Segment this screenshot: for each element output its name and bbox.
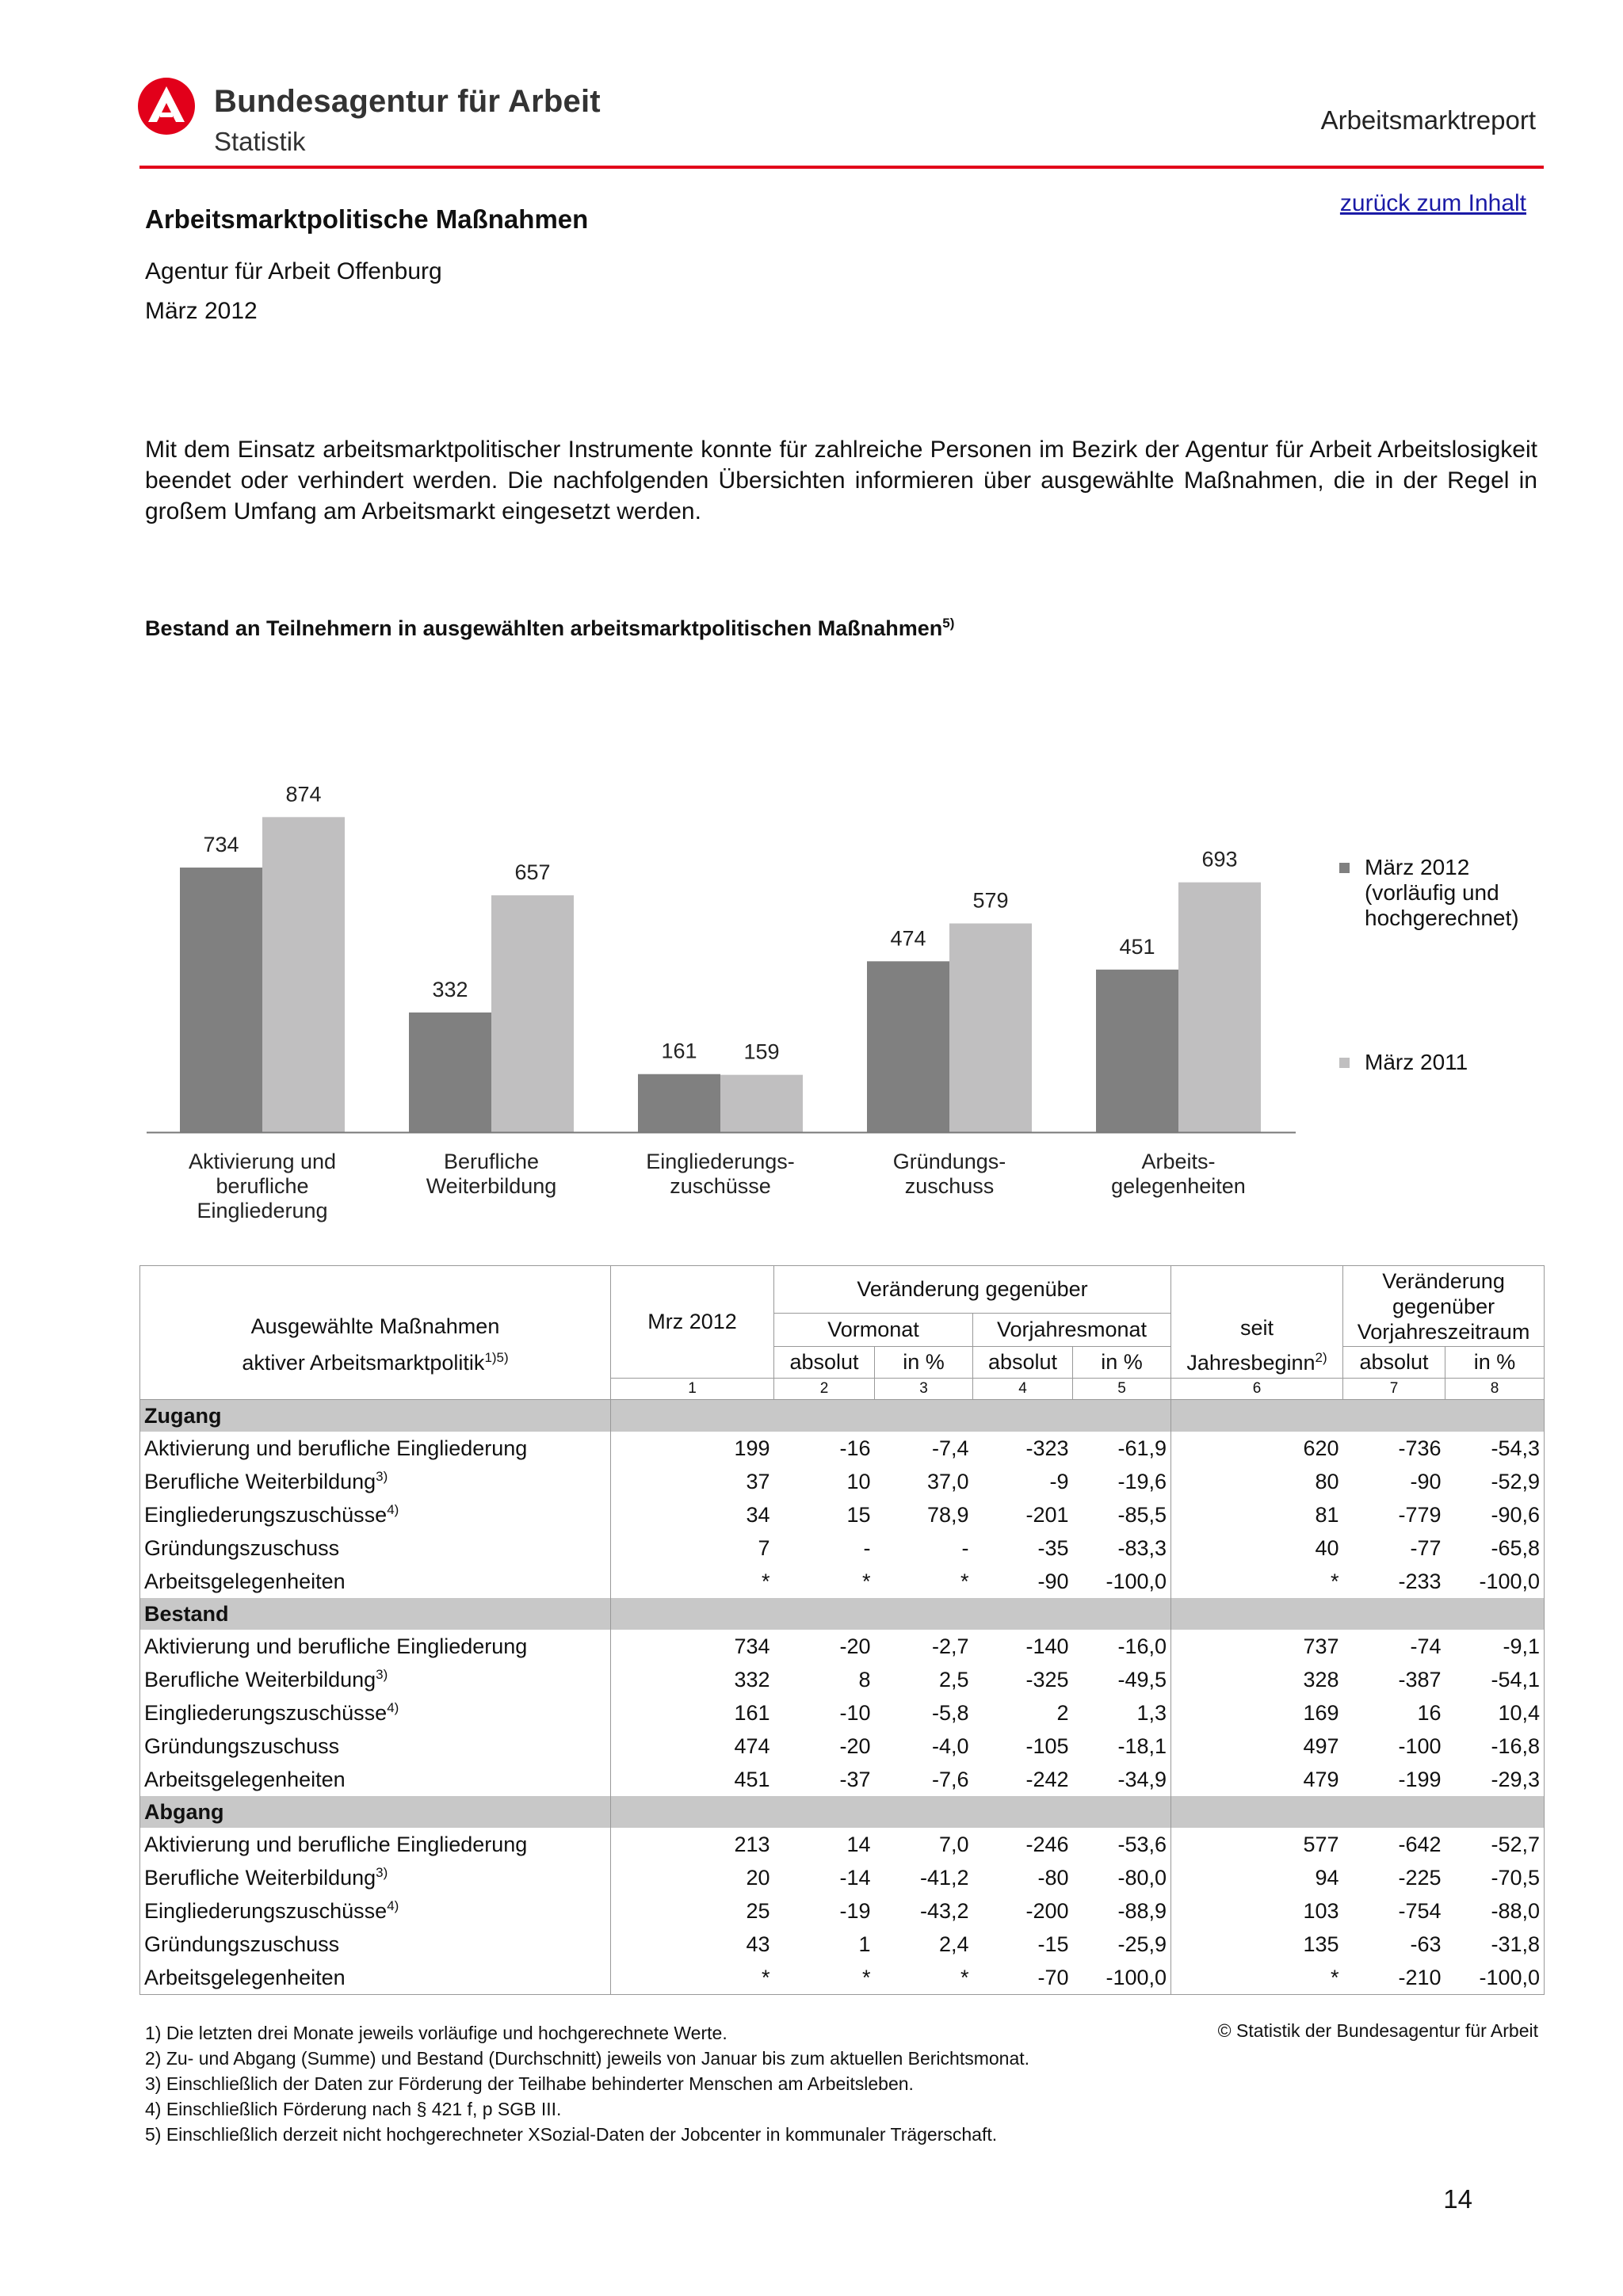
section-header-row <box>140 1796 1545 1828</box>
table-cell: -52,9 <box>1445 1465 1545 1498</box>
section-fill <box>1171 1598 1545 1630</box>
table-row <box>140 1531 1545 1565</box>
table-cell: 14 <box>846 1832 871 1856</box>
row-label: Aktivierung und berufliche Eingliederung <box>140 1630 611 1663</box>
table-cell: -100 <box>1398 1733 1442 1758</box>
table-cell: -54,1 <box>1445 1663 1545 1696</box>
section-header-row <box>140 1598 1545 1630</box>
bar-value-label: 159 <box>743 1039 780 1064</box>
table-cell: 34 <box>611 1498 774 1531</box>
table-cell: 40 <box>1171 1531 1343 1565</box>
col-number: 1 <box>611 1379 774 1400</box>
table-cell: * <box>1171 1565 1343 1598</box>
table-cell: -2,7 <box>931 1634 969 1658</box>
table-cell: * <box>875 1961 973 1995</box>
page-number: 14 <box>1443 2184 1472 2214</box>
footnote: 3) Einschließlich der Daten zur Förderung der Teilhabe behinderter Menschen am Arbeitsleben. <box>145 2073 914 2094</box>
table-cell: -19 <box>839 1898 871 1923</box>
category-label: Weiterbildung <box>426 1174 557 1198</box>
table-cell: 81 <box>1171 1498 1343 1531</box>
bar-value-label: 734 <box>203 833 239 857</box>
bar-value-label: 474 <box>890 926 926 951</box>
header-divider <box>139 166 1544 169</box>
row-label: Arbeitsgelegenheiten <box>140 1763 611 1796</box>
table-cell: 737 <box>1171 1630 1343 1663</box>
row-label: Berufliche Weiterbildung$^{3)}$ <box>140 1465 611 1498</box>
category-label: Eingliederungs- <box>646 1150 795 1173</box>
col-number: 4 <box>973 1379 1073 1400</box>
col-number: 7 <box>1343 1379 1445 1400</box>
header-absolut: absolut <box>1343 1347 1445 1379</box>
table-cell: -4,0 <box>931 1733 969 1758</box>
section-fill <box>1171 1796 1545 1828</box>
table-row <box>140 1696 1545 1730</box>
table-cell: -100,0 <box>1073 1961 1171 1995</box>
table-cell: 135 <box>1171 1928 1343 1961</box>
table-cell: -31,8 <box>1445 1928 1545 1961</box>
header-absolut: absolut <box>973 1347 1073 1379</box>
category-label: Aktivierung und <box>188 1150 337 1173</box>
table-cell: 479 <box>1171 1763 1343 1796</box>
row-label: Berufliche Weiterbildung$^{3)}$ <box>140 1663 611 1696</box>
table-cell: 43 <box>611 1928 774 1961</box>
table-row <box>140 1894 1545 1928</box>
table-cell: 474 <box>611 1730 774 1763</box>
category-label: gelegenheiten <box>1111 1174 1246 1198</box>
header-vormonat: Vormonat <box>774 1314 973 1347</box>
row-label: Eingliederungszuschüsse$^{4)}$ <box>140 1498 611 1531</box>
table-row <box>140 1961 1545 1995</box>
table-header <box>140 1266 1545 1400</box>
bar-value-label: 579 <box>972 888 1009 913</box>
table-cell: -88,9 <box>1073 1894 1171 1928</box>
category-label: berufliche <box>216 1174 309 1198</box>
table-row <box>140 1861 1545 1894</box>
table-cell: -34,9 <box>1073 1763 1171 1796</box>
table-cell: -210 <box>1343 1961 1445 1995</box>
header-text: Jahresbeginn$^{2)}$ <box>1186 1350 1327 1375</box>
table-cell: * <box>611 1961 774 1995</box>
table-cell: -29,3 <box>1445 1763 1545 1796</box>
bar-maerz-2012 <box>180 868 262 1132</box>
table-cell: -16,8 <box>1445 1730 1545 1763</box>
section-title: Abgang <box>140 1796 611 1828</box>
legend-label: März 2011 <box>1365 1050 1468 1074</box>
table-cell: -100,0 <box>1445 1565 1545 1598</box>
header-text: seit <box>1240 1316 1274 1340</box>
table-cell: 577 <box>1171 1828 1343 1861</box>
brand-subtitle: Statistik <box>214 127 306 156</box>
table-cell: -246 <box>1025 1832 1069 1856</box>
table-cell: -16 <box>839 1436 871 1460</box>
measures-table <box>139 1265 1545 1995</box>
table-cell: 620 <box>1171 1432 1343 1465</box>
table-cell: 451 <box>611 1763 774 1796</box>
report-period: März 2012 <box>145 298 258 324</box>
section-fill <box>611 1796 1171 1828</box>
table-cell: 103 <box>1171 1894 1343 1928</box>
table-cell: -225 <box>1398 1865 1442 1890</box>
section-title: Zugang <box>140 1400 611 1432</box>
table-row <box>140 1432 1545 1465</box>
row-label: Aktivierung und berufliche Eingliederung <box>140 1828 611 1861</box>
col-number: 2 <box>774 1379 875 1400</box>
table-cell: 169 <box>1171 1696 1343 1730</box>
table-cell: -90 <box>1410 1469 1442 1493</box>
table-cell: 78,9 <box>926 1502 969 1527</box>
table-cell: 7,0 <box>938 1832 969 1856</box>
table-cell: -77 <box>1410 1535 1442 1560</box>
table-cell: 25 <box>611 1894 774 1928</box>
legend-label: hochgerechnet) <box>1365 906 1519 930</box>
table-cell: -100,0 <box>1073 1565 1171 1598</box>
table-cell: 10 <box>846 1469 871 1493</box>
table-cell: -61,9 <box>1073 1432 1171 1465</box>
table-cell: -90 <box>1037 1569 1069 1593</box>
footnote: 1) Die letzten drei Monate jeweils vorläufige und hochgerechnete Werte. <box>145 2023 727 2043</box>
header-change: Veränderung gegenüber <box>774 1266 1171 1314</box>
bar-value-label: 657 <box>514 860 551 885</box>
legend-item-maerz-2011 <box>1365 1050 1468 1075</box>
table-cell: * <box>861 1569 871 1593</box>
table-cell: -16,0 <box>1073 1630 1171 1663</box>
table-cell: 734 <box>611 1630 774 1663</box>
table-cell: -9 <box>1049 1469 1069 1493</box>
row-label: Gründungszuschuss <box>140 1730 611 1763</box>
table-cell: -53,6 <box>1073 1828 1171 1861</box>
table-cell: 37 <box>611 1465 774 1498</box>
col-number: 5 <box>1073 1379 1171 1400</box>
row-label: Arbeitsgelegenheiten <box>140 1961 611 1995</box>
table-row <box>140 1663 1545 1696</box>
table-cell: 161 <box>611 1696 774 1730</box>
table-row <box>140 1763 1545 1796</box>
header-in-pct: in % <box>1073 1347 1171 1379</box>
row-label: Gründungszuschuss <box>140 1531 611 1565</box>
table-cell: -83,3 <box>1073 1531 1171 1565</box>
legend-item-maerz-2012 <box>1365 855 1519 931</box>
header-text: Vorjahreszeitraum <box>1357 1319 1530 1344</box>
table-cell: -323 <box>1025 1436 1069 1460</box>
intro-paragraph: Mit dem Einsatz arbeitsmarktpolitischer Instrumente konnte für zahlreiche Personen im Bezirk der Agentur für Arbeit Arbeitslosigkeit beendet oder verhindert werden. Die nachfolgenden Übersichten informieren über ausgewählte Maßnahmen, die in der Regel in großem Umfang am Arbeitsmarkt eingesetzt werden. <box>145 437 1537 524</box>
bar-maerz-2011 <box>720 1075 803 1132</box>
table-row <box>140 1565 1545 1598</box>
table-cell: 37,0 <box>926 1469 969 1493</box>
chart-title-footnote-ref: 5) <box>942 616 955 631</box>
table-cell: * <box>1171 1961 1343 1995</box>
table-cell: * <box>611 1565 774 1598</box>
bar-maerz-2012 <box>638 1074 720 1132</box>
bar-value-label: 874 <box>285 782 322 807</box>
row-label: Arbeitsgelegenheiten <box>140 1565 611 1598</box>
legend-swatch-2012 <box>1339 863 1350 873</box>
footnote: 2) Zu- und Abgang (Summe) und Bestand (Durchschnitt) jeweils von Januar bis zum aktuellen Berichtsmonat. <box>145 2048 1030 2069</box>
table-cell: 1 <box>858 1932 871 1956</box>
table-cell: * <box>960 1569 969 1593</box>
section-fill <box>1171 1400 1545 1432</box>
report-title: Arbeitsmarktreport <box>1320 105 1536 135</box>
section-title: Bestand <box>140 1598 611 1630</box>
table-cell: 497 <box>1171 1730 1343 1763</box>
section-fill <box>611 1400 1171 1432</box>
row-label: Aktivierung und berufliche Eingliederung <box>140 1432 611 1465</box>
table-cell: -88,0 <box>1445 1894 1545 1928</box>
table-cell: -74 <box>1410 1634 1442 1658</box>
table-cell: -140 <box>1025 1634 1069 1658</box>
category-label: Eingliederung <box>197 1199 328 1222</box>
table-cell: -779 <box>1398 1502 1442 1527</box>
table-cell: -736 <box>1398 1436 1442 1460</box>
col-number <box>140 1379 611 1400</box>
table-row <box>140 1928 1545 1961</box>
bar-maerz-2011 <box>1178 883 1261 1132</box>
table-cell: -49,5 <box>1073 1663 1171 1696</box>
table-cell: 8 <box>858 1667 871 1691</box>
col-number: 6 <box>1171 1379 1343 1400</box>
table-row <box>140 1730 1545 1763</box>
header-text: Ausgewählte Maßnahmen <box>250 1314 500 1338</box>
legend-swatch-2011 <box>1339 1058 1350 1068</box>
table-cell: -18,1 <box>1073 1730 1171 1763</box>
table-cell: -199 <box>1398 1767 1442 1791</box>
bar-maerz-2012 <box>409 1013 491 1132</box>
table-cell: -242 <box>1025 1767 1069 1791</box>
table-cell: * <box>774 1961 875 1995</box>
table-cell: -63 <box>1410 1932 1442 1956</box>
table-cell: -105 <box>1025 1733 1069 1758</box>
category-label: Arbeits- <box>1141 1150 1216 1173</box>
table-cell: -52,7 <box>1445 1828 1545 1861</box>
table-cell: -37 <box>839 1767 871 1791</box>
bar-value-label: 332 <box>432 977 468 1001</box>
table-cell: -200 <box>1025 1898 1069 1923</box>
category-label: Gründungs- <box>892 1150 1006 1173</box>
table-cell: -25,9 <box>1073 1928 1171 1961</box>
chart-title: Bestand an Teilnehmern in ausgewählten arbeitsmarktpolitischen Maßnahmen$^{5)}$ <box>145 616 955 640</box>
table-cell: -7,4 <box>931 1436 969 1460</box>
table-cell: - <box>863 1535 871 1560</box>
header-vorjahresmonat: Vorjahresmonat <box>973 1314 1171 1347</box>
table-cell: -100,0 <box>1445 1961 1545 1995</box>
table-cell: -325 <box>1025 1667 1069 1691</box>
row-label: Gründungszuschuss <box>140 1928 611 1961</box>
ba-logo-icon <box>136 76 197 136</box>
header-in-pct: in % <box>1445 1347 1545 1379</box>
table-cell: 20 <box>611 1861 774 1894</box>
table-cell: -19,6 <box>1073 1465 1171 1498</box>
table-cell: 213 <box>611 1828 774 1861</box>
footnotes <box>145 2020 1029 2147</box>
category-label: zuschuss <box>904 1174 995 1198</box>
table-cell: 1,3 <box>1073 1696 1171 1730</box>
bar-value-label: 161 <box>661 1039 697 1063</box>
table-cell: -43,2 <box>919 1898 969 1923</box>
row-label: Berufliche Weiterbildung$^{3)}$ <box>140 1861 611 1894</box>
bar-maerz-2011 <box>491 895 574 1132</box>
table-cell: -7,6 <box>931 1767 969 1791</box>
table-cell: 7 <box>611 1531 774 1565</box>
table-cell: 16 <box>1417 1700 1442 1725</box>
bar-value-label: 693 <box>1201 847 1238 871</box>
header-mrz-2012: Mrz 2012 <box>611 1266 774 1379</box>
table-cell: 2,5 <box>938 1667 969 1691</box>
header-text: aktiver Arbeitsmarktpolitik$^{1)5)}$ <box>242 1349 509 1375</box>
table-cell: -54,3 <box>1445 1432 1545 1465</box>
header-since-start <box>1171 1266 1343 1379</box>
table-row <box>140 1465 1545 1498</box>
bar-maerz-2011 <box>949 924 1032 1132</box>
table-cell: -642 <box>1398 1832 1442 1856</box>
col-number: 8 <box>1445 1379 1545 1400</box>
table-cell: 94 <box>1171 1861 1343 1894</box>
col-number: 3 <box>875 1379 973 1400</box>
table-cell: -90,6 <box>1445 1498 1545 1531</box>
table-cell: 332 <box>611 1663 774 1696</box>
table-cell: 2 <box>1056 1700 1069 1725</box>
table-cell: -233 <box>1398 1569 1442 1593</box>
table-cell: -80,0 <box>1073 1861 1171 1894</box>
header-text: Veränderung <box>1382 1268 1505 1293</box>
row-label: Eingliederungszuschüsse$^{4)}$ <box>140 1894 611 1928</box>
back-to-contents-link[interactable]: zurück zum Inhalt <box>1339 190 1526 216</box>
table-cell: -20 <box>839 1634 871 1658</box>
header-in-pct: in % <box>875 1347 973 1379</box>
table-cell: -80 <box>1037 1865 1069 1890</box>
table-cell: 80 <box>1171 1465 1343 1498</box>
header-change-year <box>1343 1266 1545 1347</box>
table-cell: 15 <box>846 1502 871 1527</box>
page-title: Arbeitsmarktpolitische Maßnahmen <box>145 204 589 234</box>
table-cell: -65,8 <box>1445 1531 1545 1565</box>
table-cell: 2,4 <box>938 1932 969 1956</box>
table-body <box>140 1400 1545 1995</box>
legend-label: März 2012 <box>1365 855 1470 879</box>
table-row <box>140 1630 1545 1663</box>
header-text: gegenüber <box>1392 1294 1495 1318</box>
bar-maerz-2011 <box>262 817 345 1132</box>
section-fill <box>611 1598 1171 1630</box>
table-cell: -5,8 <box>931 1700 969 1725</box>
table-cell: 328 <box>1171 1663 1343 1696</box>
table-cell: -70,5 <box>1445 1861 1545 1894</box>
table-cell: - <box>961 1535 969 1560</box>
agency-name: Agentur für Arbeit Offenburg <box>145 258 442 284</box>
section-header-row <box>140 1400 1545 1432</box>
table-cell: -85,5 <box>1073 1498 1171 1531</box>
category-label: Berufliche <box>443 1150 540 1173</box>
table-cell: -9,1 <box>1445 1630 1545 1663</box>
bar-value-label: 451 <box>1119 934 1155 959</box>
footnote: 4) Einschließlich Förderung nach § 421 f, p SGB III. <box>145 2099 562 2119</box>
brand-name: Bundesagentur für Arbeit <box>214 84 601 119</box>
table-cell: -387 <box>1398 1667 1442 1691</box>
copyright: © Statistik der Bundesagentur für Arbeit <box>1217 2020 1538 2041</box>
table-cell: -15 <box>1037 1932 1069 1956</box>
legend-label: (vorläufig und <box>1365 880 1499 905</box>
table-cell: -14 <box>839 1865 871 1890</box>
table-row <box>140 1498 1545 1531</box>
table-row <box>140 1828 1545 1861</box>
header-absolut: absolut <box>774 1347 875 1379</box>
table-cell: -754 <box>1398 1898 1442 1923</box>
row-label: Eingliederungszuschüsse$^{4)}$ <box>140 1696 611 1730</box>
table-cell: -35 <box>1037 1535 1069 1560</box>
table-cell: -201 <box>1025 1502 1069 1527</box>
category-label: zuschüsse <box>670 1174 771 1198</box>
footnote: 5) Einschließlich derzeit nicht hochgerechneter XSozial-Daten der Jobcenter in kommunaler Trägerschaft. <box>145 2124 998 2145</box>
table-cell: -70 <box>973 1961 1073 1995</box>
table-cell: -41,2 <box>919 1865 969 1890</box>
table-cell: -10 <box>839 1700 871 1725</box>
bar-maerz-2012 <box>867 961 949 1132</box>
bar-maerz-2012 <box>1096 970 1178 1132</box>
table-cell: 199 <box>611 1432 774 1465</box>
header-measures <box>140 1266 611 1379</box>
table-cell: -20 <box>839 1733 871 1758</box>
table-cell: 10,4 <box>1445 1696 1545 1730</box>
